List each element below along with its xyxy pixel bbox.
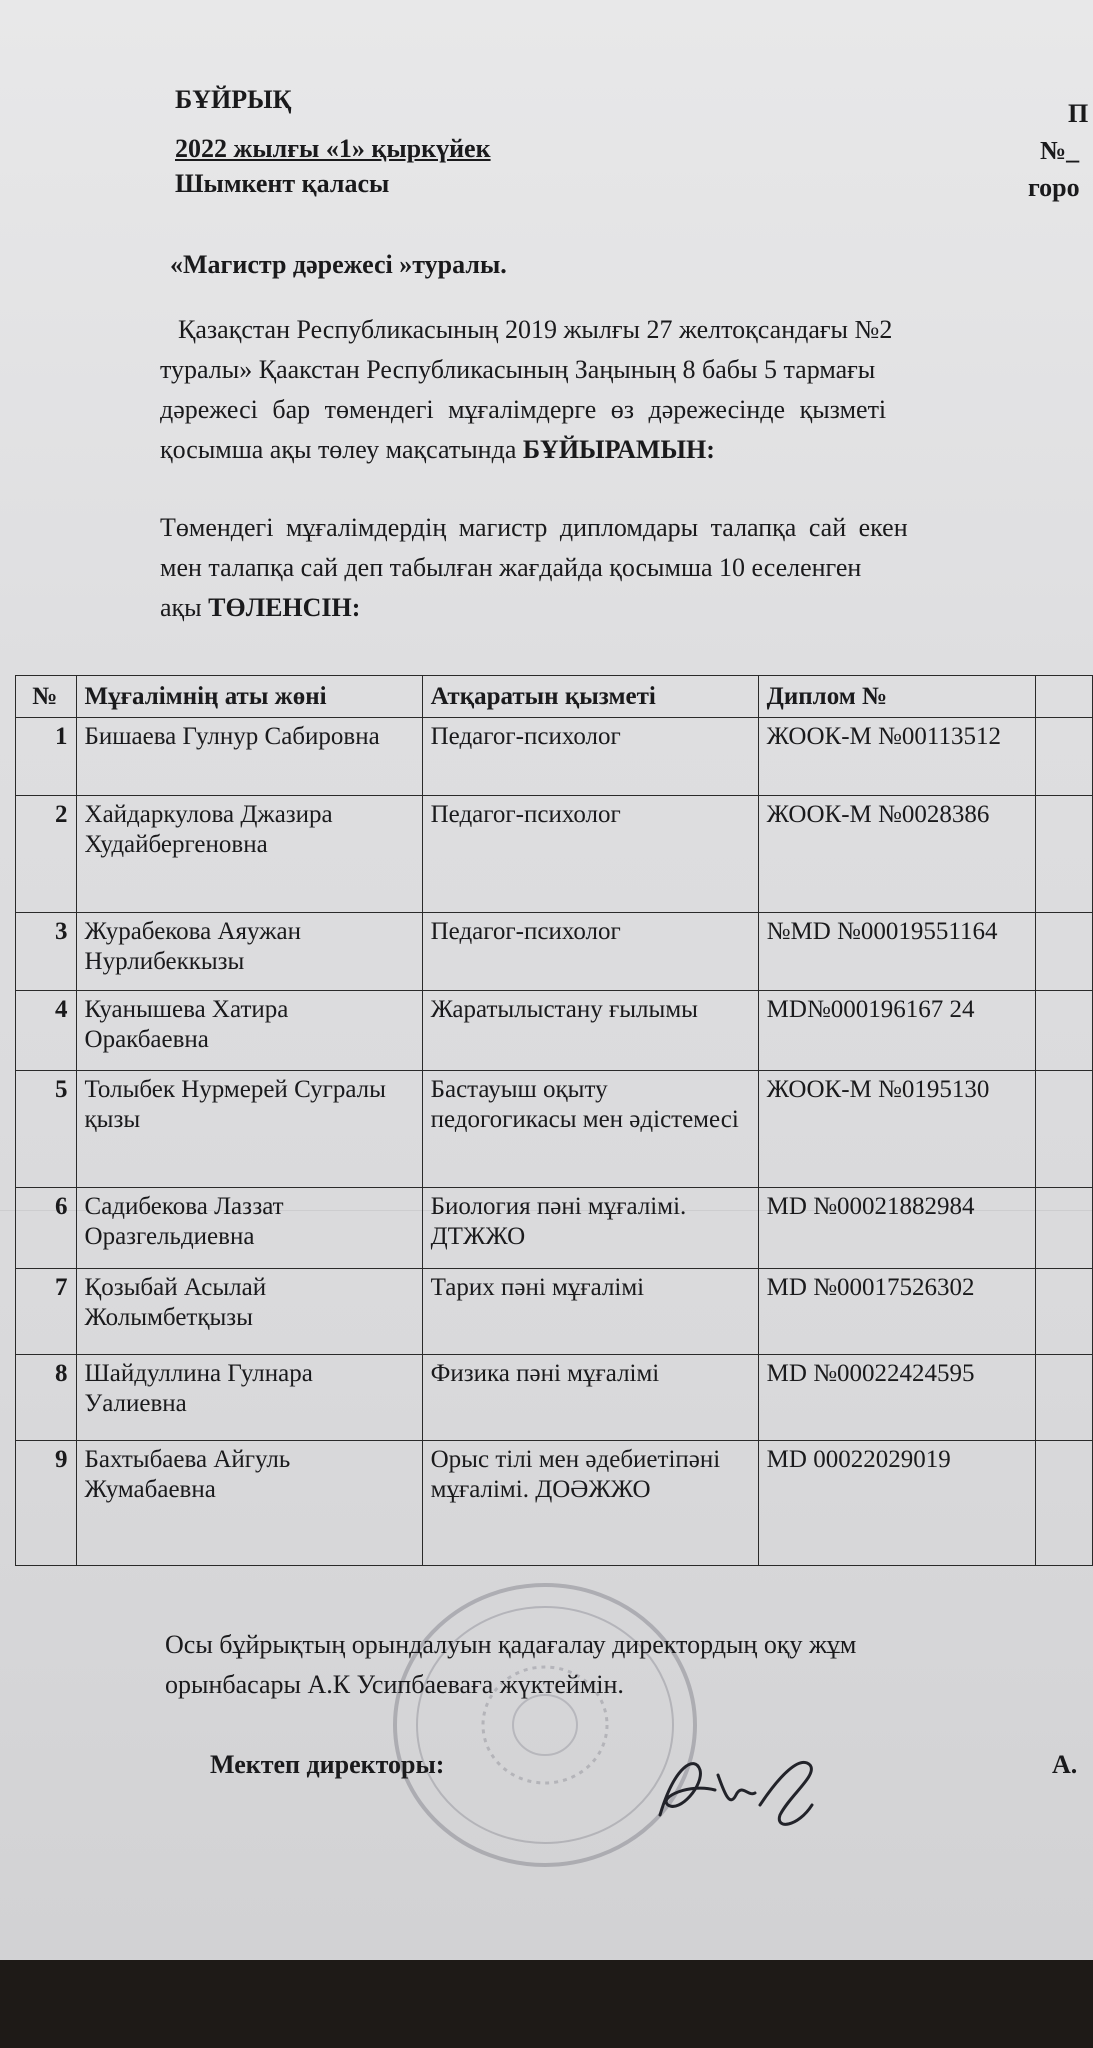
row-extra xyxy=(1035,718,1092,796)
row-name: Бахтыбаева Айгуль Жумабаевна xyxy=(76,1441,422,1566)
order-line-3 xyxy=(160,588,908,628)
row-name: Садибекова Лаззат Оразгельдиевна xyxy=(76,1188,422,1269)
order-paragraph xyxy=(160,508,908,628)
header-extra xyxy=(1035,676,1092,718)
table-row xyxy=(16,796,1093,913)
row-position: Орыс тілі мен әдебиетіпәні мұғалімі. ДОӘЖЖО xyxy=(422,1441,758,1566)
order-line-2: мен талапқа сай деп табылған жағдайда қосымша 10 еселенген xyxy=(160,553,862,582)
right-header-line-3: горо xyxy=(1028,173,1080,202)
table-row xyxy=(16,1188,1093,1269)
order-title: БҰЙРЫҚ xyxy=(175,85,292,114)
table-row xyxy=(16,913,1093,991)
teachers-table xyxy=(15,675,1093,1566)
row-number: 8 xyxy=(16,1355,77,1441)
closing-paragraph xyxy=(165,1625,856,1705)
intro-line-4 xyxy=(160,430,892,470)
row-number: 1 xyxy=(16,718,77,796)
row-number: 6 xyxy=(16,1188,77,1269)
row-extra xyxy=(1035,1269,1092,1355)
intro-paragraph xyxy=(160,310,892,470)
row-diploma: MD №00021882984 xyxy=(758,1188,1035,1269)
row-extra xyxy=(1035,1188,1092,1269)
header-position: Атқаратын қызметі xyxy=(422,676,758,718)
row-name: Шайдуллина Гулнара Уалиевна xyxy=(76,1355,422,1441)
row-number: 3 xyxy=(16,913,77,991)
header-name: Мұғалімнің аты жөні xyxy=(76,676,422,718)
director-label: Мектеп директоры: xyxy=(210,1750,445,1779)
table-row xyxy=(16,1355,1093,1441)
table-header-row xyxy=(16,676,1093,718)
row-position: Бастауыш оқыту педогогикасы мен әдістемесі xyxy=(422,1071,758,1188)
row-diploma: MD 00022029019 xyxy=(758,1441,1035,1566)
row-name: Бишаева Гулнур Сабировна xyxy=(76,718,422,796)
table-row xyxy=(16,1269,1093,1355)
row-extra xyxy=(1035,796,1092,913)
row-extra xyxy=(1035,913,1092,991)
order-line-3-text: ақы xyxy=(160,593,209,622)
row-diploma: MD№000196167 24 xyxy=(758,991,1035,1071)
row-extra xyxy=(1035,991,1092,1071)
row-number: 2 xyxy=(16,796,77,913)
table-row xyxy=(16,1441,1093,1566)
right-header-line-1: П xyxy=(1068,99,1089,128)
intro-line-3: дәрежесі бар төмендегі мұғалімдерге өз дәрежесінде қызметі xyxy=(160,395,887,424)
table-row xyxy=(16,1071,1093,1188)
row-extra xyxy=(1035,1441,1092,1566)
intro-line-2: туралы» Қаакстан Республикасының Заңының 8 бабы 5 тармағы xyxy=(160,355,876,384)
row-name: Хайдаркулова Джазира Худайбергеновна xyxy=(76,796,422,913)
order-date: 2022 жылғы «1» қыркүйек xyxy=(175,134,491,163)
header-diploma: Диплом № xyxy=(758,676,1035,718)
row-number: 9 xyxy=(16,1441,77,1566)
order-subject: «Магистр дәрежесі »туралы. xyxy=(170,250,507,279)
table-row xyxy=(16,718,1093,796)
row-position: Педагог-психолог xyxy=(422,718,758,796)
intro-line-4-text: қосымша ақы төлеу мақсатында xyxy=(160,435,523,464)
right-header-line-2: №_ xyxy=(1040,136,1080,165)
director-name: А. xyxy=(1052,1750,1078,1779)
row-number: 5 xyxy=(16,1071,77,1188)
row-diploma: MD №00022424595 xyxy=(758,1355,1035,1441)
order-line-3-bold: ТӨЛЕНСІН: xyxy=(208,593,361,622)
row-position: Физика пәні мұғалімі xyxy=(422,1355,758,1441)
table-row xyxy=(16,991,1093,1071)
row-diploma: №MD №00019551164 xyxy=(758,913,1035,991)
row-name: Куанышева Хатира Оракбаевна xyxy=(76,991,422,1071)
row-position: Педагог-психолог xyxy=(422,913,758,991)
intro-line-1: Қазақстан Республикасының 2019 жылғы 27 желтоқсандағы №2 xyxy=(178,315,893,344)
closing-line-2: орынбасары А.К Усипбаеваға жүктеймін. xyxy=(165,1670,624,1699)
order-city: Шымкент қаласы xyxy=(175,169,390,198)
row-number: 4 xyxy=(16,991,77,1071)
director-signature xyxy=(640,1735,840,1845)
intro-line-4-bold: БҰЙЫРАМЫН: xyxy=(522,435,715,464)
row-number: 7 xyxy=(16,1269,77,1355)
row-name: Журабекова Аяужан Нурлибеккызы xyxy=(76,913,422,991)
row-position: Биология пәні мұғалімі. ДТЖЖО xyxy=(422,1188,758,1269)
row-position: Педагог-психолог xyxy=(422,796,758,913)
row-position: Тарих пәні мұғалімі xyxy=(422,1269,758,1355)
row-name: Қозыбай Асылай Жолымбетқызы xyxy=(76,1269,422,1355)
row-diploma: ЖООК-М №0028386 xyxy=(758,796,1035,913)
row-diploma: MD №00017526302 xyxy=(758,1269,1035,1355)
order-line-1: Төмендегі мұғалімдердің магистр дипломдары талапқа сай екен xyxy=(160,513,908,542)
row-diploma: ЖООК-М №00113512 xyxy=(758,718,1035,796)
header-number: № xyxy=(16,676,77,718)
row-name: Толыбек Нурмерей Сугралы қызы xyxy=(76,1071,422,1188)
row-extra xyxy=(1035,1071,1092,1188)
row-position: Жаратылыстану ғылымы xyxy=(422,991,758,1071)
closing-line-1: Осы бұйрықтың орындалуын қадағалау директордың оқу жұм xyxy=(165,1630,857,1659)
row-diploma: ЖООК-М №0195130 xyxy=(758,1071,1035,1188)
row-extra xyxy=(1035,1355,1092,1441)
